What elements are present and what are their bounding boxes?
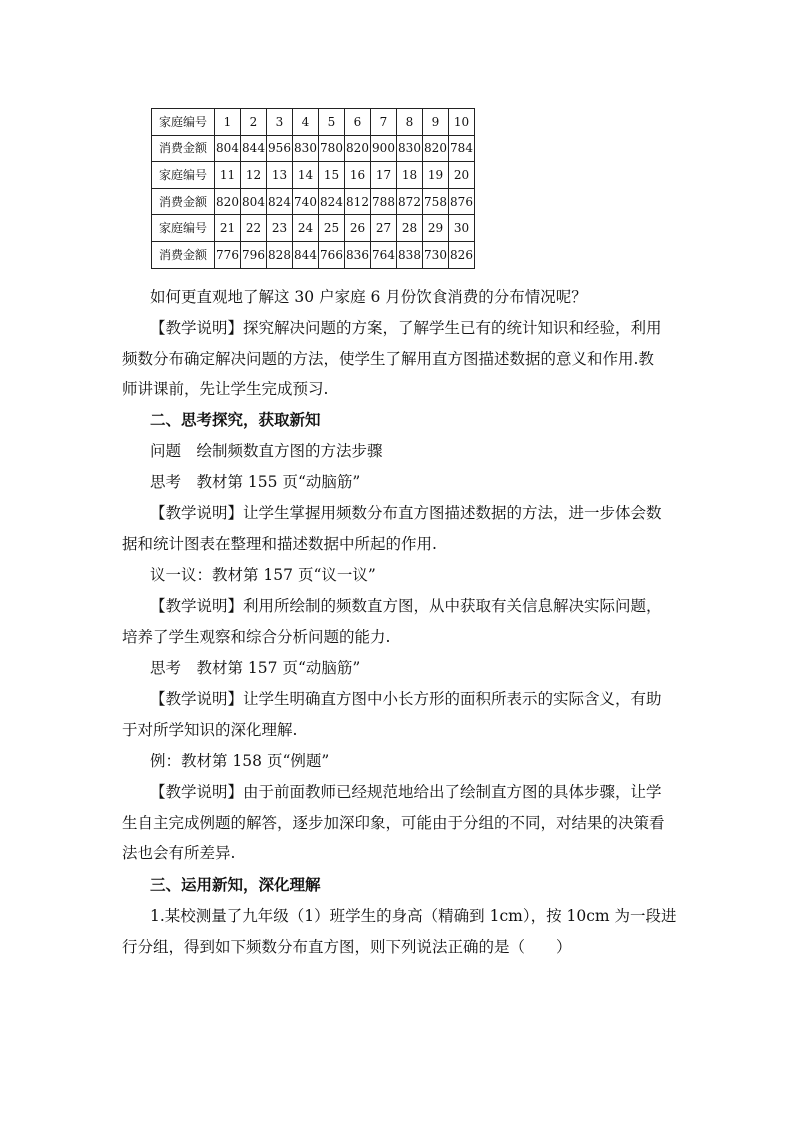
- value-cell: 6: [345, 109, 371, 136]
- value-cell: 4: [293, 109, 319, 136]
- text-line: 议一议：教材第 157 页“议一议”: [150, 566, 376, 584]
- row-label-cell: 消费金额: [152, 241, 215, 268]
- value-cell: 30: [449, 215, 475, 242]
- text-line: 【教学说明】利用所绘制的频数直方图，从中获取有关信息解决实际问题，: [150, 597, 662, 615]
- text-line: 法也会有所差异.: [122, 844, 236, 862]
- value-cell: 9: [423, 109, 449, 136]
- example-line: [122, 746, 674, 777]
- value-cell: 788: [371, 188, 397, 215]
- value-cell: 820: [215, 188, 241, 215]
- value-cell: 14: [293, 162, 319, 189]
- text-line: 1.某校测量了九年级（1）班学生的身高（精确到 1cm），按 10cm 为一段进: [150, 907, 677, 925]
- value-cell: 758: [423, 188, 449, 215]
- row-label-cell: 消费金额: [152, 188, 215, 215]
- think-line-1: [122, 467, 674, 498]
- value-cell: 1: [215, 109, 241, 136]
- value-cell: 804: [215, 135, 241, 162]
- value-cell: 21: [215, 215, 241, 242]
- teaching-note-3: [122, 591, 674, 652]
- row-label-cell: 消费金额: [152, 135, 215, 162]
- table-row: [152, 241, 475, 268]
- table-row: [152, 188, 475, 215]
- heading-text: 三、运用新知，深化理解: [150, 875, 321, 894]
- section-heading-3: [122, 870, 674, 901]
- value-cell: 3: [267, 109, 293, 136]
- table-row: [152, 135, 475, 162]
- value-cell: 12: [241, 162, 267, 189]
- value-cell: 11: [215, 162, 241, 189]
- table-row: [152, 215, 475, 242]
- value-cell: 838: [397, 241, 423, 268]
- exercise-1: [122, 901, 677, 962]
- text-line: 思考 教材第 155 页“动脑筋”: [150, 473, 361, 491]
- value-cell: 28: [397, 215, 423, 242]
- text-line: 问题 绘制频数直方图的方法步骤: [150, 442, 383, 460]
- text-line: 【教学说明】让学生掌握用频数分布直方图描述数据的方法，进一步体会数: [150, 504, 662, 522]
- value-cell: 836: [345, 241, 371, 268]
- value-cell: 824: [319, 188, 345, 215]
- row-label-cell: 家庭编号: [152, 162, 215, 189]
- value-cell: 2: [241, 109, 267, 136]
- value-cell: 956: [267, 135, 293, 162]
- value-cell: 25: [319, 215, 345, 242]
- value-cell: 13: [267, 162, 293, 189]
- value-cell: 830: [397, 135, 423, 162]
- teaching-note-1: [122, 313, 674, 405]
- value-cell: 15: [319, 162, 345, 189]
- text-line: 于对所学知识的深化理解.: [122, 720, 298, 739]
- value-cell: 27: [371, 215, 397, 242]
- heading-text: 二、思考探究，获取新知: [150, 410, 321, 429]
- value-cell: 900: [371, 135, 397, 162]
- value-cell: 780: [319, 135, 345, 162]
- section-heading-2: [122, 405, 674, 436]
- value-cell: 804: [241, 188, 267, 215]
- text-line: 思考 教材第 157 页“动脑筋”: [150, 659, 361, 677]
- consumption-table: [151, 108, 475, 269]
- value-cell: 5: [319, 109, 345, 136]
- value-cell: 766: [319, 241, 345, 268]
- text-line: 培养了学生观察和综合分析问题的能力.: [122, 627, 391, 646]
- text-line: 生自主完成例题的解答，逐步加深印象，可能由于分组的不同，对结果的决策看: [122, 813, 665, 832]
- table-row: [152, 162, 475, 189]
- text-line: 频数分布确定解决问题的方法，使学生了解用直方图描述数据的意义和作用.教: [122, 349, 654, 368]
- teaching-note-4: [122, 684, 674, 745]
- value-cell: 17: [371, 162, 397, 189]
- teaching-note-5: [122, 777, 674, 869]
- value-cell: 23: [267, 215, 293, 242]
- teaching-note-2: [122, 498, 674, 559]
- row-label-cell: 家庭编号: [152, 215, 215, 242]
- value-cell: 830: [293, 135, 319, 162]
- value-cell: 26: [345, 215, 371, 242]
- value-cell: 730: [423, 241, 449, 268]
- text-line: 【教学说明】探究解决问题的方案，了解学生已有的统计知识和经验，利用: [150, 319, 662, 337]
- value-cell: 764: [371, 241, 397, 268]
- text-line: 师讲课前，先让学生完成预习.: [122, 380, 329, 398]
- question-paragraph: [122, 282, 674, 313]
- value-cell: 29: [423, 215, 449, 242]
- value-cell: 18: [397, 162, 423, 189]
- value-cell: 20: [449, 162, 475, 189]
- value-cell: 826: [449, 241, 475, 268]
- think-line-2: [122, 653, 674, 684]
- value-cell: 24: [293, 215, 319, 242]
- value-cell: 740: [293, 188, 319, 215]
- value-cell: 820: [423, 135, 449, 162]
- value-cell: 820: [345, 135, 371, 162]
- row-label-cell: 家庭编号: [152, 109, 215, 136]
- value-cell: 7: [371, 109, 397, 136]
- problem-line: [122, 436, 674, 467]
- text-line: 行分组，得到如下频数分布直方图，则下列说法正确的是（ ）: [122, 937, 572, 956]
- value-cell: 19: [423, 162, 449, 189]
- value-cell: 776: [215, 241, 241, 268]
- value-cell: 844: [293, 241, 319, 268]
- discuss-line: [122, 560, 674, 591]
- value-cell: 796: [241, 241, 267, 268]
- value-cell: 812: [345, 188, 371, 215]
- text-line: 据和统计图表在整理和描述数据中所起的作用.: [122, 534, 437, 553]
- value-cell: 872: [397, 188, 423, 215]
- table-row: [152, 109, 475, 136]
- value-cell: 828: [267, 241, 293, 268]
- value-cell: 22: [241, 215, 267, 242]
- text-line: 如何更直观地了解这 30 户家庭 6 月份饮食消费的分布情况呢？: [150, 288, 587, 306]
- value-cell: 10: [449, 109, 475, 136]
- value-cell: 876: [449, 188, 475, 215]
- value-cell: 16: [345, 162, 371, 189]
- value-cell: 8: [397, 109, 423, 136]
- value-cell: 784: [449, 135, 475, 162]
- value-cell: 844: [241, 135, 267, 162]
- text-line: 【教学说明】由于前面教师已经规范地给出了绘制直方图的具体步骤，让学: [150, 783, 662, 801]
- text-line: 例：教材第 158 页“例题”: [150, 752, 330, 770]
- table-body: [152, 109, 475, 269]
- text-line: 【教学说明】让学生明确直方图中小长方形的面积所表示的实际含义，有助: [150, 690, 662, 708]
- value-cell: 824: [267, 188, 293, 215]
